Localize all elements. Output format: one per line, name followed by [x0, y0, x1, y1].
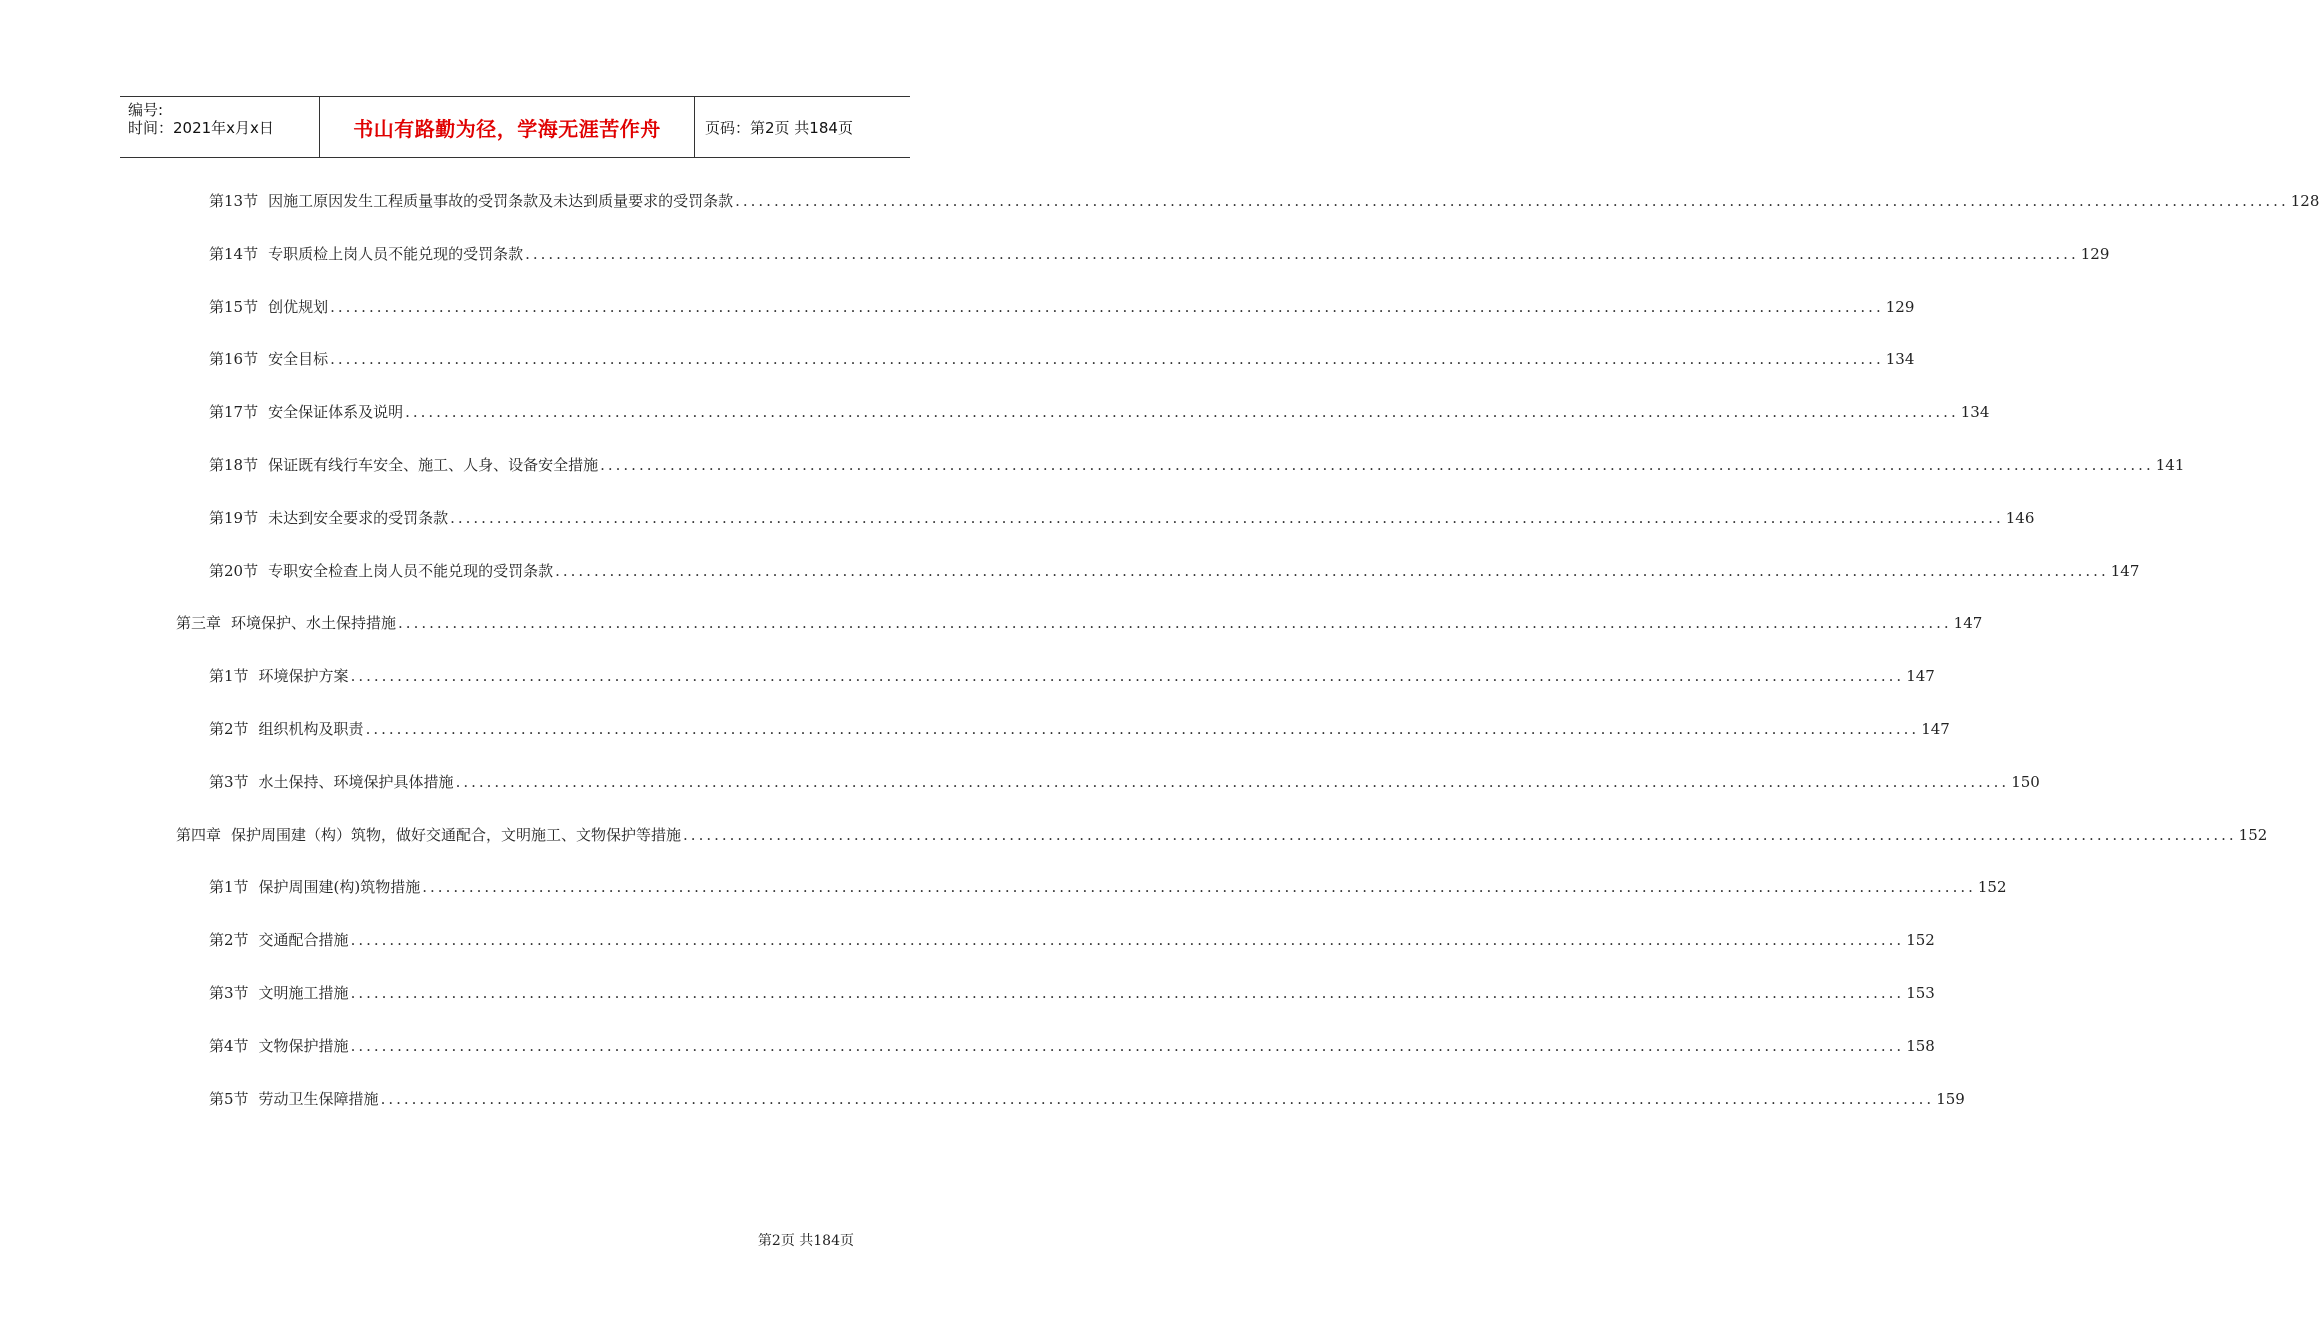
toc-entry[interactable] [209, 876, 2007, 900]
toc-entry-page: 152 [1906, 931, 1935, 949]
toc-entry[interactable] [209, 296, 1915, 320]
toc-entry-page: 147 [1921, 720, 1950, 738]
toc-entry-label: 第13节 [209, 192, 259, 210]
toc-entry-label: 第2节 [209, 720, 249, 738]
toc-entry[interactable] [209, 929, 1935, 953]
toc-entry[interactable] [209, 1035, 1935, 1059]
toc-entry[interactable] [209, 243, 2110, 267]
toc-entry[interactable] [209, 190, 2319, 214]
toc-entry-page: 150 [2011, 773, 2040, 791]
toc-entry-label: 第1节 [209, 878, 249, 896]
toc-entry-page: 153 [1906, 984, 1935, 1002]
toc-entry-label: 第2节 [209, 931, 249, 949]
toc-entry-label: 第19节 [209, 509, 259, 527]
toc-entry[interactable] [209, 560, 2140, 584]
toc-entry-page: 146 [2005, 509, 2035, 527]
toc-entry-page: 129 [1885, 298, 1915, 316]
toc-entry-label: 第20节 [209, 562, 259, 580]
toc-entry-title: 文明施工措施 [258, 984, 349, 1002]
toc-entry-page: 147 [2110, 562, 2140, 580]
toc-leader-dots: ........................................................................................................................................................................................................ [330, 298, 1884, 316]
toc-entry-title: 组织机构及职责 [258, 720, 364, 738]
toc-entry-page: 134 [1885, 350, 1915, 368]
toc-entry-title: 环境保护方案 [258, 667, 349, 685]
toc-entry-label: 第3节 [209, 773, 249, 791]
toc-leader-dots: ........................................................................................................................................................................................................ [422, 878, 1976, 896]
toc-entry[interactable] [209, 454, 2185, 478]
toc-leader-dots: ........................................................................................................................................................................................................ [525, 245, 2079, 263]
toc-leader-dots: ........................................................................................................................................................................................................ [350, 931, 1905, 949]
toc-entry-page: 134 [1960, 403, 1990, 421]
toc-entry-title: 安全目标 [268, 350, 329, 368]
toc-entry-title: 文物保护措施 [258, 1037, 349, 1055]
toc-leader-dots: ........................................................................................................................................................................................................ [405, 403, 1959, 421]
toc-entry-label: 第17节 [209, 403, 259, 421]
toc-entry-label: 第4节 [209, 1037, 249, 1055]
toc-entry[interactable] [209, 771, 2040, 795]
toc-entry-label: 第18节 [209, 456, 259, 474]
toc-leader-dots: ........................................................................................................................................................................................................ [350, 984, 1905, 1002]
toc-entry-title: 劳动卫生保障措施 [258, 1090, 379, 1108]
toc-entry-page: 158 [1906, 1037, 1935, 1055]
toc-entry-label: 第3节 [209, 984, 249, 1002]
document-number: 编号: [128, 101, 164, 119]
toc-entry-title: 水土保持、环境保护具体措施 [258, 773, 454, 791]
toc-leader-dots: ........................................................................................................................................................................................................ [330, 350, 1884, 368]
toc-leader-dots: ........................................................................................................................................................................................................ [600, 456, 2154, 474]
toc-leader-dots: ........................................................................................................................................................................................................ [735, 192, 2289, 210]
toc-leader-dots: ........................................................................................................................................................................................................ [365, 720, 1920, 738]
toc-entry-page: 159 [1936, 1090, 1965, 1108]
footer-page-number: 第2页 共184页 [757, 1233, 854, 1249]
page-header [120, 96, 910, 158]
toc-leader-dots: ........................................................................................................................................................................................................ [380, 1090, 1935, 1108]
toc-entry-title: 交通配合措施 [258, 931, 349, 949]
toc-entry-page: 147 [1906, 667, 1935, 685]
toc-entry[interactable] [209, 348, 1915, 372]
toc-entry[interactable] [209, 507, 2035, 531]
toc-entry[interactable] [176, 824, 2268, 848]
toc-entry-label: 第15节 [209, 298, 259, 316]
toc-entry-title: 因施工原因发生工程质量事故的受罚条款及未达到质量要求的受罚条款 [268, 192, 734, 210]
toc-entry-page: 152 [1977, 878, 2007, 896]
toc-entry-label: 第四章 [176, 826, 222, 844]
toc-entry-title: 保护周围建(构)筑物措施 [258, 878, 421, 896]
document-time: 时间：2021年x月x日 [128, 119, 274, 137]
toc-entry-page: 128 [2290, 192, 2319, 210]
toc-leader-dots: ........................................................................................................................................................................................................ [450, 509, 2004, 527]
toc-leader-dots: ........................................................................................................................................................................................................ [455, 773, 2010, 791]
toc-leader-dots: ........................................................................................................................................................................................................ [555, 562, 2109, 580]
toc-entry-label: 第16节 [209, 350, 259, 368]
toc-entry-label: 第14节 [209, 245, 259, 263]
toc-entry-label: 第三章 [176, 614, 222, 632]
toc-entry[interactable] [209, 1088, 1965, 1112]
header-page-number: 页码：第2页 共184页 [705, 118, 853, 137]
toc-entry[interactable] [176, 612, 1983, 636]
header-motto: 书山有路勤为径，学海无涯苦作舟 [320, 97, 695, 157]
toc-entry-page: 152 [2238, 826, 2268, 844]
toc-entry-title: 保护周围建（构）筑物，做好交通配合，文明施工、文物保护等措施 [231, 826, 682, 844]
toc-leader-dots: ........................................................................................................................................................................................................ [683, 826, 2237, 844]
toc-entry[interactable] [209, 401, 1990, 425]
toc-entry-page: 141 [2155, 456, 2185, 474]
toc-entry-page: 147 [1953, 614, 1983, 632]
toc-entry-label: 第5节 [209, 1090, 249, 1108]
toc-leader-dots: ........................................................................................................................................................................................................ [398, 614, 1952, 632]
toc-leader-dots: ........................................................................................................................................................................................................ [350, 667, 1905, 685]
toc-entry-title: 专职安全检查上岗人员不能兑现的受罚条款 [268, 562, 554, 580]
toc-entry-page: 129 [2080, 245, 2110, 263]
toc-leader-dots: ........................................................................................................................................................................................................ [350, 1037, 1905, 1055]
toc-entry-title: 保证既有线行车安全、施工、人身、设备安全措施 [268, 456, 599, 474]
toc-entry[interactable] [209, 982, 1935, 1006]
header-meta [120, 97, 320, 157]
toc-entry-title: 环境保护、水土保持措施 [231, 614, 397, 632]
toc-entry[interactable] [209, 718, 1950, 742]
toc-entry-title: 专职质检上岗人员不能兑现的受罚条款 [268, 245, 524, 263]
toc-entry-title: 安全保证体系及说明 [268, 403, 404, 421]
toc-entry[interactable] [209, 665, 1935, 689]
toc-entry-title: 未达到安全要求的受罚条款 [268, 509, 449, 527]
toc-entry-label: 第1节 [209, 667, 249, 685]
toc-entry-title: 创优规划 [268, 298, 329, 316]
